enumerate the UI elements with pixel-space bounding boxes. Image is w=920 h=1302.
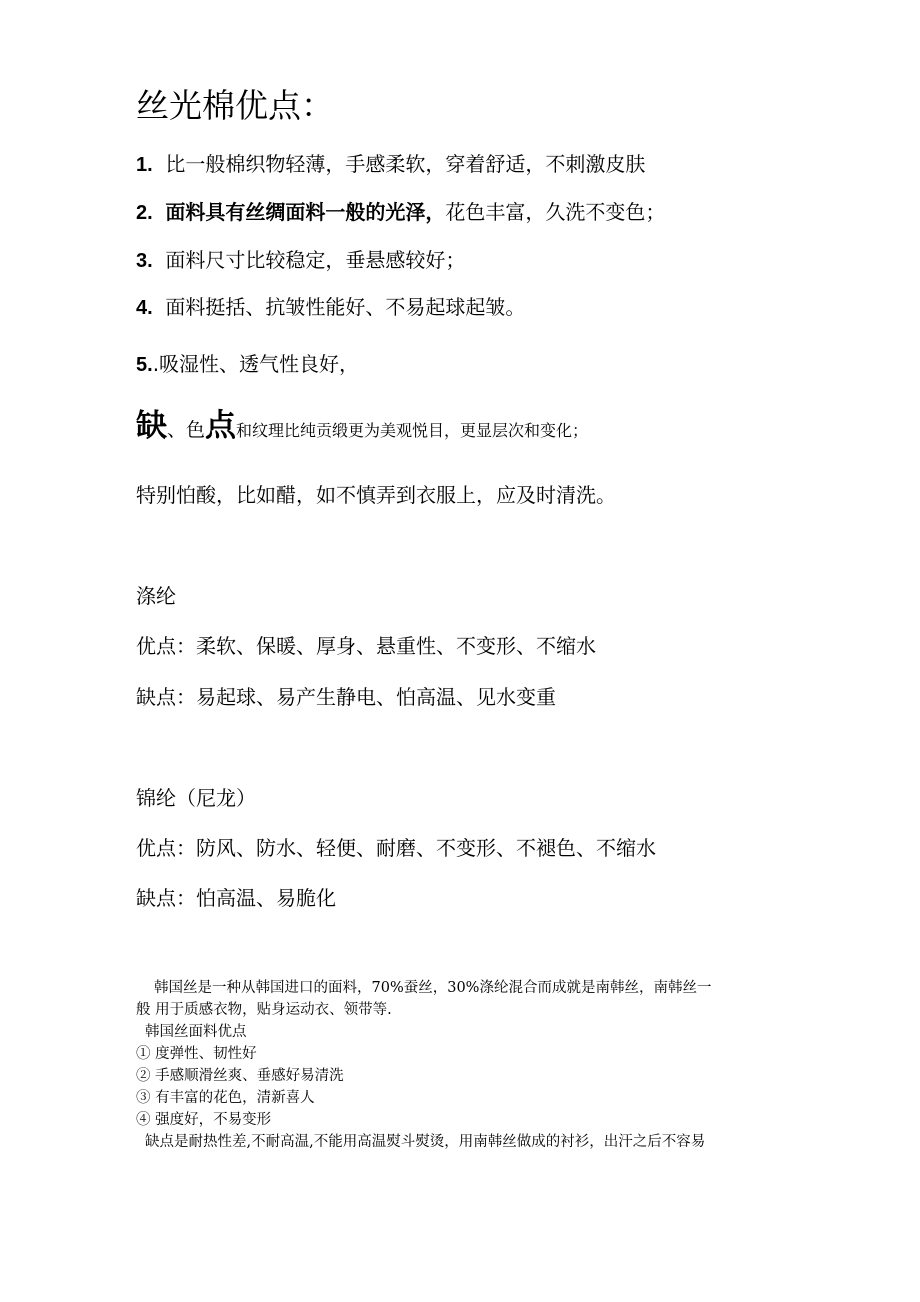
- korean-silk-point: ② 手感顺滑丝爽、垂感好易清洗: [136, 1068, 344, 1084]
- cotton-item-5: [136, 350, 359, 379]
- section-title-polyester: 涤纶: [136, 584, 176, 608]
- item-text: 面料尺寸比较稳定，垂悬感较好；: [165, 248, 466, 272]
- cotton-item-2: [136, 198, 665, 227]
- korean-silk-cons: 缺点是耐热性差,不耐高温,不能用高温熨斗熨烫，用南韩丝做成的衬衫，出汗之后不容易: [145, 1134, 706, 1150]
- item-text: .吸湿性、透气性良好，: [152, 352, 360, 376]
- item-number: 2.: [136, 202, 153, 224]
- acid-warning: 特别怕酸，比如醋，如不慎弄到衣服上，应及时清洗。: [136, 483, 616, 507]
- polyester-cons: 缺点：易起球、易产生静电、怕高温、见水变重: [136, 685, 556, 709]
- korean-silk-point: ③ 有丰富的花色，清新喜人: [136, 1090, 315, 1106]
- nylon-cons: 缺点：怕高温、易脆化: [136, 886, 336, 910]
- item-number: 1.: [136, 154, 153, 176]
- item-number: 4.: [136, 297, 153, 319]
- nylon-pros: 优点：防风、防水、轻便、耐磨、不变形、不褪色、不缩水: [136, 836, 656, 860]
- item-text: 面料挺括、抗皱性能好、不易起球起皱。: [165, 295, 526, 319]
- korean-silk-intro-2: 般 用于质感衣物，贴身运动衣、领带等.: [136, 1002, 392, 1018]
- section-title-nylon: 锦纶（尼龙）: [136, 786, 256, 810]
- korean-silk-subtitle: 韩国丝面料优点: [145, 1024, 247, 1040]
- polyester-pros: 优点：柔软、保暖、厚身、悬重性、不变形、不缩水: [136, 634, 596, 658]
- korean-silk-point: ④ 强度好，不易变形: [136, 1112, 272, 1128]
- cotton-item-3: [136, 246, 465, 275]
- cotton-item-4: [136, 293, 525, 322]
- korean-silk-intro-1: 韩国丝是一种从韩国进口的面料，70%蚕丝，30%涤纶混合而成就是南韩丝，南韩丝一: [154, 980, 712, 996]
- mixed-size-line: [136, 402, 588, 455]
- large-glyph: 点: [205, 408, 237, 444]
- item-text: 比一般棉织物轻薄，手感柔软，穿着舒适，不刺激皮肤: [165, 152, 646, 176]
- item-text: 花色丰富，久洗不变色；: [445, 200, 666, 224]
- item-number: 5.: [136, 354, 153, 376]
- cotton-item-1: [136, 150, 645, 179]
- korean-silk-point: ① 度弹性、韧性好: [136, 1046, 257, 1062]
- large-glyph: 缺: [136, 408, 167, 444]
- small-text: 和纹理比纯贡缎更为美观悦目，更显层次和变化；: [236, 421, 589, 440]
- item-number: 3.: [136, 250, 153, 272]
- item-bold-text: 面料具有丝绸面料一般的光泽，: [165, 200, 446, 224]
- korean-silk-section: [136, 977, 786, 1153]
- page-title: 丝光棉优点：: [136, 86, 334, 125]
- mid-text: 、色: [167, 419, 206, 441]
